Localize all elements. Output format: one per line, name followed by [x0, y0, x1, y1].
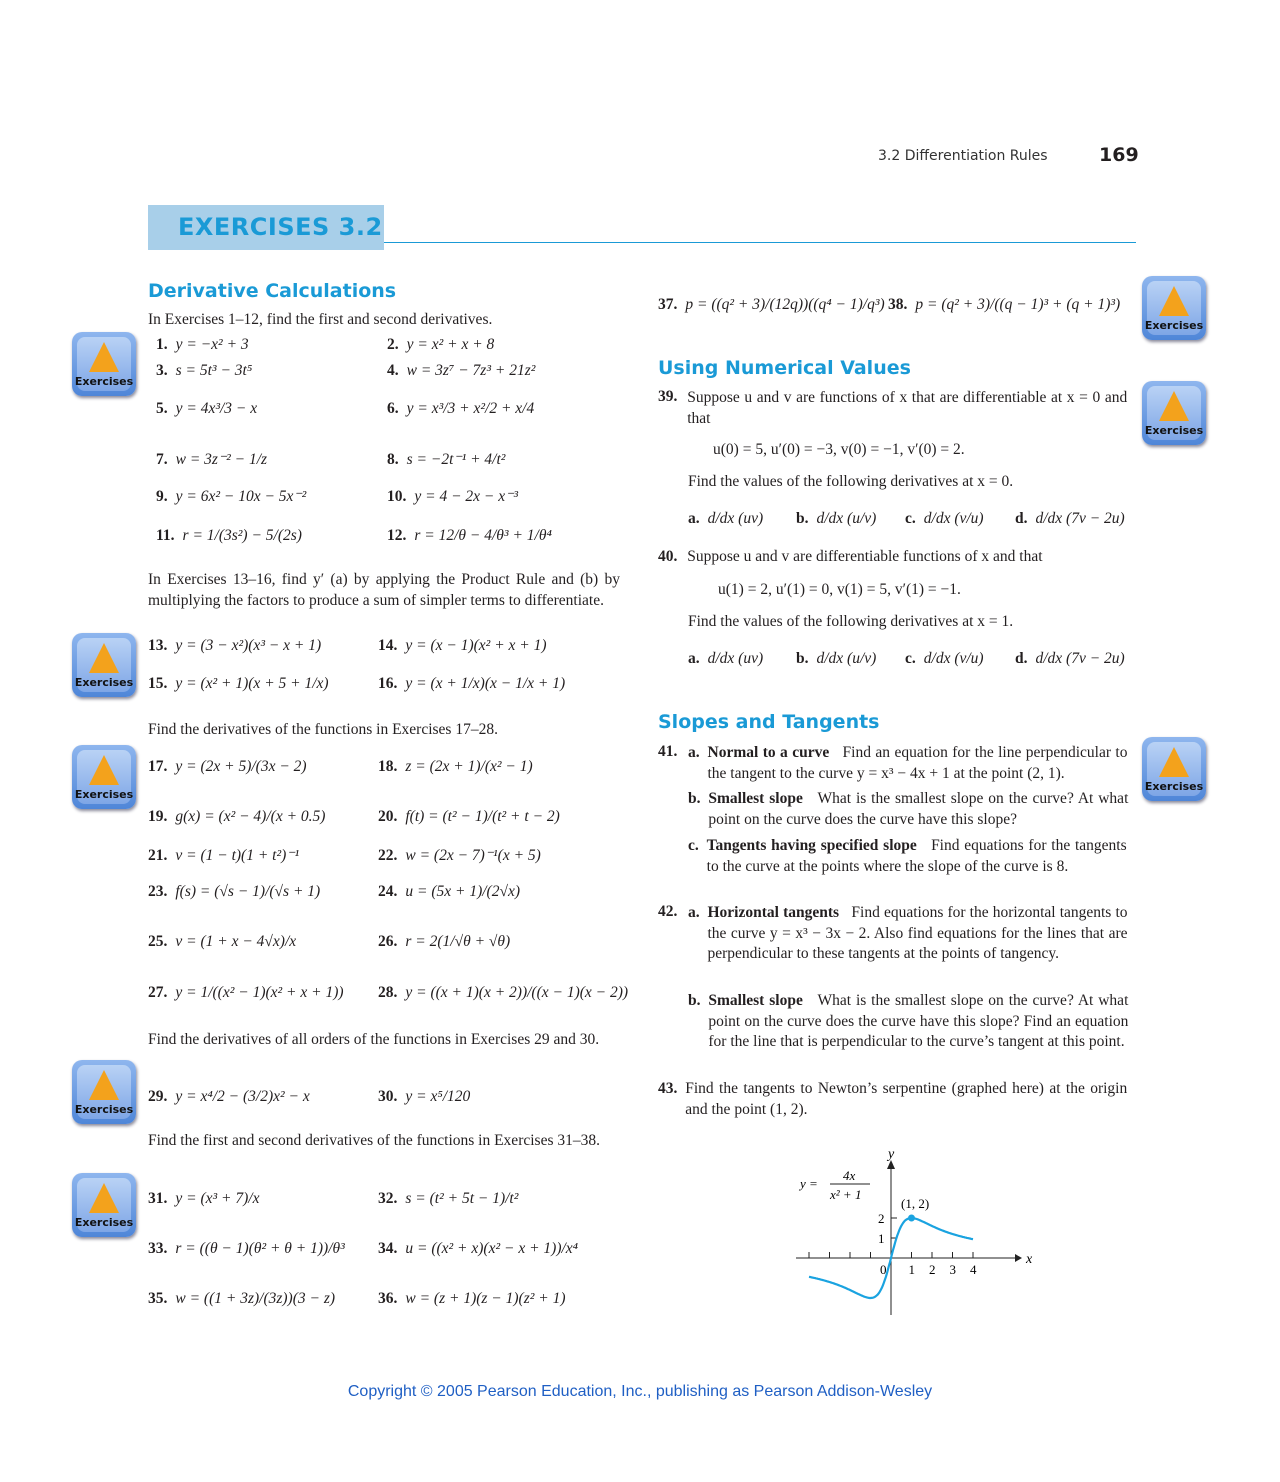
- exercise-expression: y = 1/((x² − 1)(x² + x + 1)): [175, 984, 344, 1001]
- equation-lhs: y =: [800, 1176, 818, 1191]
- exercise-number: 37.: [658, 296, 678, 313]
- subpart-body: What is the smallest slope on the curve? At what point on the curve does the curve have this slope?: [708, 790, 1129, 828]
- exercise-item: [378, 675, 565, 693]
- exercise-number: 38.: [888, 296, 908, 313]
- exercise-item: [148, 758, 307, 776]
- exercise-expression: v = (1 + x − 4√x)/x: [175, 933, 297, 950]
- exercise-number: 22.: [378, 847, 398, 864]
- exercise-number: 14.: [378, 637, 398, 654]
- subpart-body: Find an equation for the line perpendicular to the tangent to the curve y = x³ − 4x + 1 at the point (2, 1).: [707, 744, 1128, 782]
- exercise-item: [148, 1190, 259, 1208]
- exercise-expression: y = −x² + 3: [175, 336, 249, 353]
- exercise-number: 29.: [148, 1088, 168, 1105]
- exercises-icon-button[interactable]: [1142, 381, 1206, 445]
- exercise-number: 40.: [658, 548, 678, 565]
- exercises-icon-button[interactable]: [1142, 737, 1206, 801]
- exercise-number: 25.: [148, 933, 168, 950]
- subpart-body: What is the smallest slope on the curve? At what point on the curve does the curve have this slope? Find an equation for the line that is perpendicular to the curve’s tangent at this point.: [708, 992, 1129, 1050]
- exercise-item: [387, 362, 535, 380]
- exercise-expression: y = (x − 1)(x² + x + 1): [405, 637, 547, 654]
- exercise-43: [658, 1079, 1130, 1120]
- exercise-subpart: [688, 903, 1130, 965]
- intro-13-16: In Exercises 13–16, find y′ (a) by applying the Product Rule and (b) by multiplying the factors to produce a sum of simpler terms to differentiate.: [148, 571, 620, 609]
- exercise-item: [148, 846, 299, 865]
- exercise-number: 12.: [387, 527, 407, 544]
- exercise-number: 32.: [378, 1190, 398, 1207]
- copyright-notice: Copyright © 2005 Pearson Education, Inc., publishing as Pearson Addison-Wesley: [347, 1383, 933, 1400]
- derivative-part: [796, 510, 876, 528]
- exercise-item: [148, 1088, 310, 1106]
- exercise-item: [658, 296, 885, 314]
- cone-icon: [89, 342, 119, 372]
- derivative-part: [688, 510, 763, 528]
- part-label: a.: [688, 510, 700, 527]
- exercise-expression: u = ((x² + x)(x² − x + 1))/x⁴: [405, 1240, 579, 1257]
- exercise-number: 18.: [378, 758, 398, 775]
- section-heading-numerical-values: Using Numerical Values: [658, 357, 911, 379]
- exercise-number: 23.: [148, 883, 168, 900]
- cone-icon: [89, 1070, 119, 1100]
- subpart-label: b.: [688, 790, 701, 807]
- subpart-label: a.: [688, 904, 700, 921]
- exercise-40: [658, 548, 1130, 566]
- exercise-number: 27.: [148, 984, 168, 1001]
- y-axis-label: y: [888, 1147, 895, 1162]
- subpart-title: Smallest slope: [708, 992, 803, 1009]
- exercise-expression: y = x³/3 + x²/2 + x/4: [406, 400, 535, 417]
- subpart-title: Smallest slope: [708, 790, 803, 807]
- intro-31-38: Find the first and second derivatives of the functions in Exercises 31–38.: [148, 1132, 600, 1149]
- exercise-number: 4.: [387, 362, 399, 379]
- exercise-expression: g(x) = (x² − 4)/(x + 0.5): [175, 808, 326, 825]
- exercise-expression: v = (1 − t)(1 + t²)⁻¹: [175, 847, 300, 864]
- subpart-title: Tangents having specified slope: [706, 837, 917, 854]
- part-expression: d/dx (uv): [707, 650, 764, 667]
- subpart-title: Horizontal tangents: [707, 904, 840, 921]
- exercise-number: 9.: [156, 488, 168, 505]
- exercise-item: [378, 883, 520, 901]
- exercise-expression: u = (5x + 1)/(2√x): [405, 883, 521, 900]
- exercise-item: [148, 883, 320, 901]
- exercise-number: 1.: [156, 336, 168, 353]
- exercise-subpart: [688, 789, 1130, 830]
- exercise-expression: s = 5t³ − 3t⁵: [175, 362, 253, 379]
- cone-icon: [1159, 391, 1189, 421]
- part-label: d.: [1015, 650, 1028, 667]
- exercise-number: 3.: [156, 362, 168, 379]
- exercise-expression: y = (2x + 5)/(3x − 2): [175, 758, 307, 775]
- intro-29-30: Find the derivatives of all orders of the functions in Exercises 29 and 30.: [148, 1031, 600, 1048]
- icon-label: Exercises: [74, 1216, 134, 1229]
- part-label: c.: [905, 510, 916, 527]
- exercise-expression: w = (z + 1)(z − 1)(z² + 1): [405, 1290, 566, 1307]
- exercise-number: 31.: [148, 1190, 168, 1207]
- exercise-subpart: [688, 836, 1130, 877]
- exercise-item: [156, 527, 302, 545]
- exercise-item: [148, 984, 344, 1002]
- exercise-item: [378, 758, 533, 776]
- exercise-number: 17.: [148, 758, 168, 775]
- icon-label: Exercises: [1144, 424, 1204, 437]
- exercises-banner: [148, 205, 384, 250]
- equation-denominator: x² + 1: [830, 1187, 862, 1202]
- exercise-expression: p = ((q² + 3)/(12q))((q⁴ − 1)/q³): [685, 296, 885, 313]
- subpart-label: b.: [688, 992, 701, 1009]
- exercise-number: 36.: [378, 1290, 398, 1307]
- exercise-number: 21.: [148, 847, 168, 864]
- derivative-part: [1015, 650, 1125, 668]
- exercise-number: 33.: [148, 1240, 168, 1257]
- exercise-expression: y = x⁴/2 − (3/2)x² − x: [175, 1088, 310, 1105]
- exercise-item: [148, 808, 325, 826]
- point-label: (1, 2): [901, 1196, 930, 1211]
- exercise-number: 7.: [156, 451, 168, 468]
- exercise-number: 20.: [378, 808, 398, 825]
- exercise-expression: f(s) = (√s − 1)/(√s + 1): [175, 883, 321, 900]
- exercise-number: 35.: [148, 1290, 168, 1307]
- exercise-item: [378, 1290, 566, 1308]
- part-expression: d/dx (7v − 2u): [1035, 650, 1125, 667]
- part-expression: d/dx (v/u): [923, 510, 984, 527]
- exercise-expression: y = x⁵/120: [405, 1088, 471, 1105]
- exercise-item: [378, 1088, 470, 1106]
- x-tick-label: 0: [880, 1262, 887, 1277]
- derivative-part: [905, 650, 984, 668]
- exercise-item: [156, 450, 267, 469]
- exercise-item: [378, 846, 541, 865]
- subpart-body: Find equations for the horizontal tangents to the curve y = x³ − 3x − 2. Also find equations for the lines that are perpendicular to these tangents at the points of tangency.: [707, 904, 1128, 962]
- part-expression: d/dx (uv): [707, 510, 764, 527]
- exercise-expression: r = ((θ − 1)(θ² + θ + 1))/θ³: [175, 1240, 345, 1257]
- part-label: a.: [688, 650, 700, 667]
- exercise-expression: y = (x² + 1)(x + 5 + 1/x): [175, 675, 329, 692]
- exercise-number: 26.: [378, 933, 398, 950]
- exercise-item: [387, 487, 518, 506]
- cone-icon: [89, 755, 119, 785]
- exercise-item: [888, 296, 1120, 314]
- part-label: b.: [796, 510, 809, 527]
- exercise-expression: y = (x³ + 7)/x: [175, 1190, 260, 1207]
- icon-label: Exercises: [1144, 319, 1204, 332]
- exercise-expression: y = (3 − x²)(x³ − x + 1): [175, 637, 322, 654]
- exercises-icon-button[interactable]: [72, 633, 136, 697]
- exercise-text: Find the tangents to Newton’s serpentine (graphed here) at the origin and the point (1, 2).: [685, 1080, 1128, 1118]
- subpart-label: c.: [688, 837, 699, 854]
- point-1-2: [908, 1215, 915, 1222]
- exercise-expression: r = 2(1/√θ + √θ): [405, 933, 511, 950]
- exercise-number: 43.: [658, 1080, 678, 1097]
- exercises-icon-button[interactable]: [1142, 276, 1206, 340]
- banner-title: EXERCISES 3.2: [178, 213, 383, 241]
- exercise-number: 30.: [378, 1088, 398, 1105]
- exercise-item: [156, 336, 249, 354]
- exercise-item: [148, 933, 296, 951]
- subpart-title: Normal to a curve: [707, 744, 830, 761]
- exercise-text: Suppose u and v are differentiable functions of x and that: [687, 548, 1043, 565]
- derivative-part: [796, 650, 876, 668]
- exercise-expression: w = 3z⁷ − 7z³ + 21z²: [406, 362, 536, 379]
- equation-numerator: 4x: [843, 1168, 856, 1183]
- subpart-body: Find equations for the tangents to the curve at the points where the slope of the curve is 8.: [706, 837, 1127, 875]
- part-expression: d/dx (u/v): [816, 650, 877, 667]
- exercises-icon-button[interactable]: [72, 1173, 136, 1237]
- exercise-number: 41.: [658, 743, 678, 760]
- derivative-part: [688, 650, 763, 668]
- cone-icon: [1159, 286, 1189, 316]
- icon-label: Exercises: [74, 1103, 134, 1116]
- derivative-part: [905, 510, 984, 528]
- icon-label: Exercises: [74, 375, 134, 388]
- exercise-expression: s = −2t⁻¹ + 4/t²: [406, 451, 506, 468]
- cone-icon: [89, 643, 119, 673]
- exercise-39-values: u(0) = 5, u′(0) = −3, v(0) = −1, v′(0) = 2.: [713, 441, 965, 458]
- exercise-number: 15.: [148, 675, 168, 692]
- part-label: d.: [1015, 510, 1028, 527]
- exercise-item: [148, 1240, 345, 1258]
- exercise-subpart: [688, 743, 1130, 784]
- exercise-number: 10.: [387, 488, 407, 505]
- exercise-item: [387, 527, 552, 545]
- part-label: b.: [796, 650, 809, 667]
- exercise-item: [156, 362, 252, 380]
- exercise-expression: y = (x + 1/x)(x − 1/x + 1): [405, 675, 566, 692]
- banner-rule: [384, 242, 1136, 243]
- exercise-expression: y = ((x + 1)(x + 2))/((x − 1)(x − 2)): [405, 984, 629, 1001]
- exercise-item: [148, 1290, 335, 1308]
- x-axis-arrow: [1015, 1254, 1022, 1262]
- exercise-number: 42.: [658, 903, 678, 920]
- x-tick-label: 2: [929, 1262, 936, 1277]
- exercise-expression: r = 12/θ − 4/θ³ + 1/θ⁴: [414, 527, 552, 544]
- page-number: 169: [1099, 144, 1139, 166]
- exercise-40-values: u(1) = 2, u′(1) = 0, v(1) = 5, v′(1) = −1.: [718, 581, 961, 598]
- intro-17-28: Find the derivatives of the functions in Exercises 17–28.: [148, 721, 498, 738]
- cone-icon: [89, 1183, 119, 1213]
- exercise-item: [387, 400, 534, 418]
- y-tick-label: 1: [878, 1231, 885, 1246]
- part-expression: d/dx (u/v): [816, 510, 877, 527]
- exercise-expression: s = (t² + 5t − 1)/t²: [405, 1190, 519, 1207]
- exercise-number: 6.: [387, 400, 399, 417]
- exercise-39-find: Find the values of the following derivatives at x = 0.: [688, 473, 1014, 490]
- exercise-expression: y = 4 − 2x − x⁻³: [414, 488, 518, 505]
- subpart-label: a.: [688, 744, 700, 761]
- x-tick-label: 4: [970, 1262, 977, 1277]
- intro-1-12: In Exercises 1–12, find the first and second derivatives.: [148, 311, 493, 328]
- exercise-expression: y = 4x³/3 − x: [175, 400, 258, 417]
- exercise-item: [156, 400, 257, 418]
- exercise-expression: p = (q² + 3)/((q − 1)³ + (q + 1)³): [915, 296, 1121, 313]
- exercise-item: [387, 450, 505, 469]
- exercise-number: 34.: [378, 1240, 398, 1257]
- exercise-item: [378, 933, 510, 951]
- exercise-subpart: [688, 991, 1130, 1053]
- exercise-expression: z = (2x + 1)/(x² − 1): [405, 758, 533, 775]
- exercise-number: 24.: [378, 883, 398, 900]
- x-tick-label: 1: [908, 1262, 915, 1277]
- exercise-expression: y = 6x² − 10x − 5x⁻²: [175, 488, 307, 505]
- exercise-item: [156, 487, 306, 506]
- newton-serpentine-graph: [790, 1145, 1033, 1320]
- section-heading-slopes-tangents: Slopes and Tangents: [658, 711, 880, 733]
- icon-label: Exercises: [74, 676, 134, 689]
- exercise-item: [148, 675, 329, 693]
- exercise-item: [378, 637, 547, 655]
- exercise-39: [658, 388, 1130, 429]
- exercises-icon-button[interactable]: [72, 745, 136, 809]
- running-header: 3.2 Differentiation Rules: [878, 148, 1048, 164]
- exercise-item: [378, 1240, 578, 1258]
- exercise-expression: y = x² + x + 8: [406, 336, 495, 353]
- exercises-icon-button[interactable]: [72, 1060, 136, 1124]
- icon-label: Exercises: [74, 788, 134, 801]
- exercise-number: 8.: [387, 451, 399, 468]
- part-expression: d/dx (v/u): [923, 650, 984, 667]
- exercise-number: 13.: [148, 637, 168, 654]
- exercise-item: [387, 336, 494, 354]
- exercise-number: 19.: [148, 808, 168, 825]
- exercise-expression: r = 1/(3s²) − 5/(2s): [182, 527, 302, 544]
- exercise-number: 5.: [156, 400, 168, 417]
- exercise-item: [378, 1190, 518, 1208]
- exercise-expression: f(t) = (t² − 1)/(t² + t − 2): [405, 808, 560, 825]
- exercise-number: 39.: [658, 388, 678, 405]
- exercise-expression: w = 3z⁻² − 1/z: [175, 451, 268, 468]
- icon-label: Exercises: [1144, 780, 1204, 793]
- part-label: c.: [905, 650, 916, 667]
- exercise-40-find: Find the values of the following derivatives at x = 1.: [688, 613, 1014, 630]
- x-tick-label: 3: [949, 1262, 956, 1277]
- section-heading-derivative-calculations: Derivative Calculations: [148, 280, 397, 302]
- exercise-item: [378, 984, 628, 1002]
- exercise-expression: w = (2x − 7)⁻¹(x + 5): [405, 847, 541, 864]
- x-axis-label: x: [1026, 1252, 1033, 1267]
- exercise-number: 11.: [156, 527, 175, 544]
- derivative-part: [1015, 510, 1125, 528]
- exercise-expression: w = ((1 + 3z)/(3z))(3 − z): [175, 1290, 336, 1307]
- cone-icon: [1159, 747, 1189, 777]
- exercises-icon-button[interactable]: [72, 332, 136, 396]
- part-expression: d/dx (7v − 2u): [1035, 510, 1125, 527]
- exercise-item: [378, 808, 560, 826]
- y-tick-label: 2: [878, 1211, 885, 1226]
- exercise-number: 16.: [378, 675, 398, 692]
- exercise-text: Suppose u and v are functions of x that are differentiable at x = 0 and that: [687, 389, 1128, 427]
- exercise-number: 28.: [378, 984, 398, 1001]
- exercise-number: 2.: [387, 336, 399, 353]
- exercise-item: [148, 637, 321, 655]
